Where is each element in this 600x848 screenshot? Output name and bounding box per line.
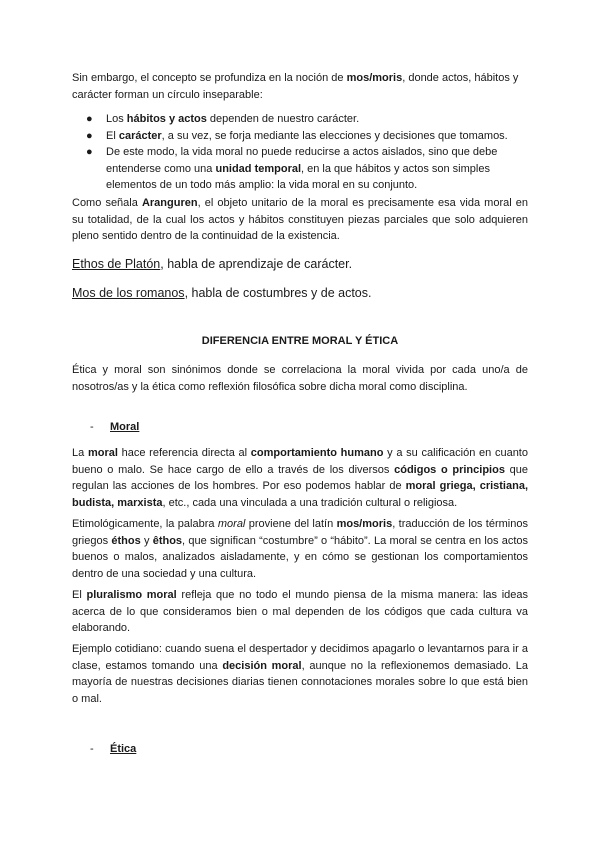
paragraph-moral-definition: La moral hace referencia directa al comportamiento humano y a su calificación en cuanto bueno o malo. Se hace cargo de ello a través de los diversos códigos o principios que regulan las acciones de los hombres. Por eso podemos hablar de moral griega, cristiana, budista, marxista, etc., cada una vinculada a una tradición cultural o religiosa. (72, 447, 528, 509)
paragraph-mos-moris: Sin embargo, el concepto se profundiza en la noción de mos/moris, donde actos, hábitos y carácter forman un círculo inseparable: (72, 72, 519, 101)
mos-line: Mos de los romanos, habla de costumbres y de actos. (72, 286, 372, 300)
paragraph-aranguren: Como señala Aranguren, el objeto unitario de la moral es precisamente esa vida moral en su totalidad, de la cual los actos y hábitos constituyen piezas parciales que solo adquieren pleno sentido dentro de la continuidad de la existencia. (72, 197, 528, 242)
ethos-line: Ethos de Platón, habla de aprendizaje de carácter. (72, 257, 353, 271)
section-heading: DIFERENCIA ENTRE MORAL Y ÉTICA (201, 335, 399, 347)
section-title-moral: - Moral (90, 421, 140, 433)
list-item: ● De este modo, la vida moral no puede reducirse a actos aislados, sino que debe entenderse como una unidad temporal, en la que hábitos y actos son simples elementos de un todo más amplio: la vida moral en su conjunto. (86, 146, 498, 191)
bullet-icon: ● (86, 113, 93, 125)
bullet-icon: ● (86, 146, 93, 158)
list-item: ● El carácter, a su vez, se forja mediante las elecciones y decisiones que tomamos. (72, 128, 528, 145)
paragraph-etimologia: Etimológicamente, la palabra moral proviene del latín mos/moris, traducción de los términos griegos éthos y êthos, que significan “costumbre” o “hábito”. La moral se centra en los actos buenos o malos, analizados aisladamente, y en cómo se gestionan los comportamientos dentro de una sociedad y una cultura. (72, 518, 528, 580)
list-item: ● Los hábitos y actos dependen de nuestro carácter. (72, 111, 528, 128)
section-title-etica: - Ética (90, 743, 137, 755)
paragraph-etica-moral: Ética y moral son sinónimos donde se correlaciona la moral vivida por cada uno/a de nosotros/as y la ética como reflexión filosófica sobre dicha moral como disciplina. (72, 364, 528, 393)
bullet-icon: ● (86, 129, 93, 142)
bullet-list (72, 111, 528, 194)
paragraph-pluralismo: El pluralismo moral refleja que no todo el mundo piensa de la misma manera: las ideas acerca de lo que consideramos bien o mal dependen de los códigos que cada cultura va elaborando. (72, 589, 528, 634)
paragraph-ejemplo: Ejemplo cotidiano: cuando suena el despertador y decidimos apagarlo o levantarnos para ir a clase, estamos tomando una decisión moral, aunque no la reflexionemos demasiado. La mayoría de nuestras decisiones diarias tienen connotaciones morales sobre lo que está bien o mal. (72, 643, 528, 705)
